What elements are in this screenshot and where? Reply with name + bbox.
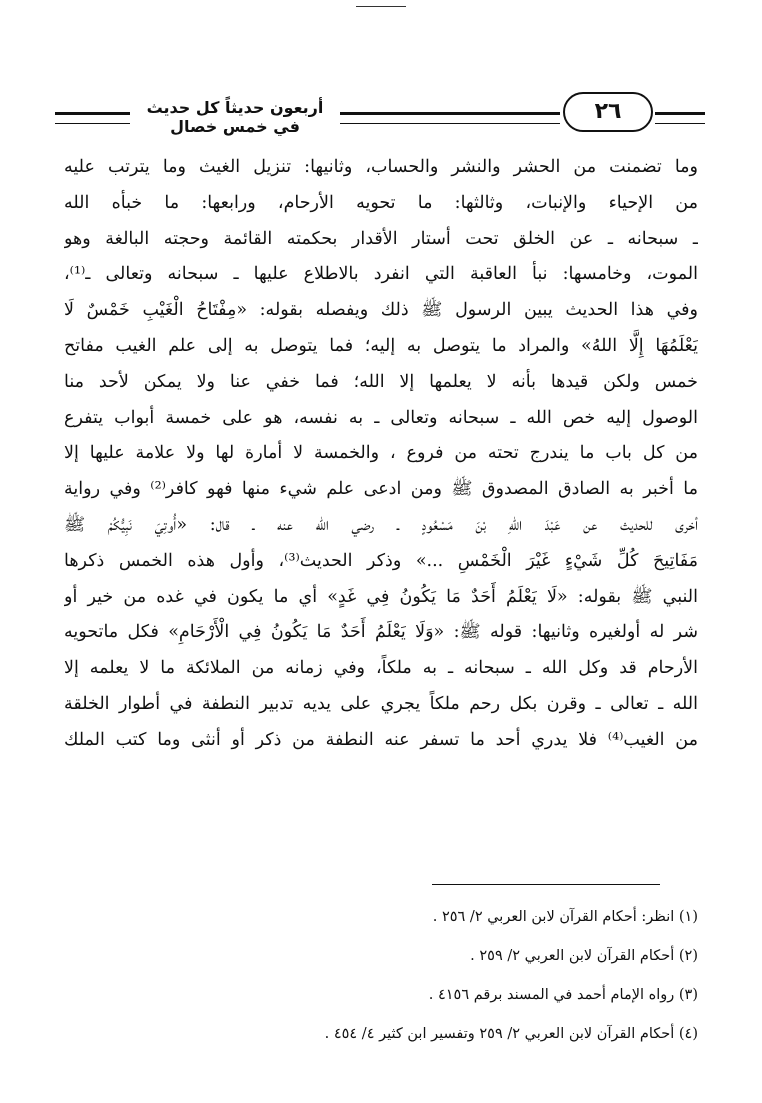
text-line: وفي هذا الحديث يبين الرسول ﷺ ذلك ويفصله بقوله: «مِفْتَاحُ الْغَيْبِ خَمْسٌ لَا bbox=[64, 300, 698, 321]
text-line: مَفَاتِيحَ كُلِّ شَيْءٍ غَيْرَ الْخَمْسِ ...» وذكر الحديث⁽³⁾، وأول هذه الخمس ذكرها bbox=[64, 550, 698, 571]
running-title: أربعون حديثاً كل حديث في خمس خصال bbox=[146, 98, 324, 136]
footnote: (١) انظر: أحكام القرآن لابن العربي ٢/ ٢٥٦ . bbox=[432, 909, 698, 925]
text-line: الوصول إليه خص الله ـ سبحانه وتعالى ـ به نفسه، هو على خمسة أبواب يتفرع bbox=[64, 407, 698, 428]
page-number: ٢٦ bbox=[563, 92, 653, 132]
text-line: الله ـ تعالى ـ وقرن بكل رحم ملكاً يجري على يديه تدبير النطفة في أطوار الخلقة bbox=[64, 693, 698, 714]
text-line: يَعْلَمُهَا إِلَّا اللهُ» والمراد ما يتوصل به إليه؛ فما يتوصل به إلى علم الغيب مفاتح bbox=[64, 335, 698, 356]
footnote: (٤) أحكام القرآن لابن العربي ٢/ ٢٥٩ وتفسير ابن كثير ٤/ ٤٥٤ . bbox=[324, 1026, 698, 1042]
header-rule-left bbox=[55, 112, 130, 124]
footnote: (٢) أحكام القرآن لابن العربي ٢/ ٢٥٩ . bbox=[470, 948, 698, 964]
text-line: الموت، وخامسها: نبأ العاقبة التي انفرد بالاطلاع عليها ـ سبحانه وتعالى ـ⁽¹⁾، bbox=[64, 264, 698, 285]
footnote-separator bbox=[432, 884, 660, 885]
text-line: الأرحام قد وكل الله ـ سبحانه ـ به ملكاً، وفي زمانه من الملائكة ما لا يعلمه إلا bbox=[64, 658, 698, 679]
text-line: ما أخبر به الصادق المصدوق ﷺ ومن ادعى علم شيء منها فهو كافر⁽²⁾ وفي رواية bbox=[64, 479, 698, 500]
text-line: النبي ﷺ بقوله: «لَا يَعْلَمُ أَحَدٌ مَا يَكُونُ فِي غَدٍ» أي ما يكون في غده من خير أو bbox=[64, 586, 698, 607]
text-line: خمس ولكن قيدها بأنه لا يعلمها إلا الله؛ فما خفي عنا ولا يمكن لأحد منا bbox=[64, 371, 698, 392]
footnote: (٣) رواه الإمام أحمد في المسند برقم ٤١٥٦ . bbox=[428, 987, 698, 1003]
text-line: شر له أولغيره وثانيها: قوله ﷺ: «وَلَا يَعْلَمُ أَحَدٌ مَا يَكُونُ فِي الْأَرْحَامِ» فكل ماتحويه bbox=[64, 622, 698, 643]
text-line: أخرى للحديث عن عَبْدَ اللهِ بْنَ مَسْعُودٍ ـ رضي الله عنه ـ قال: «أُوتِيَ نَبِيُّكُمْ ﷺ bbox=[64, 514, 698, 535]
text-line: من الإحياء والإنبات، وثالثها: ما تحويه الأرحام، ورابعها: ما خبأه الله bbox=[64, 192, 698, 213]
text-line: من كل باب ما يندرج تحته من فروع ، والخمسة لا أمارة لها ولا علامة عليها إلا bbox=[64, 443, 698, 464]
header-rule-middle bbox=[340, 112, 560, 124]
footnotes bbox=[98, 898, 698, 1054]
top-rule bbox=[356, 6, 406, 7]
text-line: من الغيب⁽⁴⁾ فلا يدري أحد ما تسفر عنه النطفة من ذكر أو أنثى وما كتب الملك bbox=[64, 729, 698, 750]
text-line: ـ سبحانه ـ عن الخلق تحت أستار الأقدار بحكمته القائمة وحجته البالغة وهو bbox=[64, 228, 698, 249]
body-text bbox=[64, 150, 698, 759]
text-line: وما تضمنت من الحشر والنشر والحساب، وثانيها: تنزيل الغيث وما يترتب عليه bbox=[64, 157, 698, 177]
header-rule-right bbox=[655, 112, 705, 124]
page-header bbox=[55, 90, 705, 134]
